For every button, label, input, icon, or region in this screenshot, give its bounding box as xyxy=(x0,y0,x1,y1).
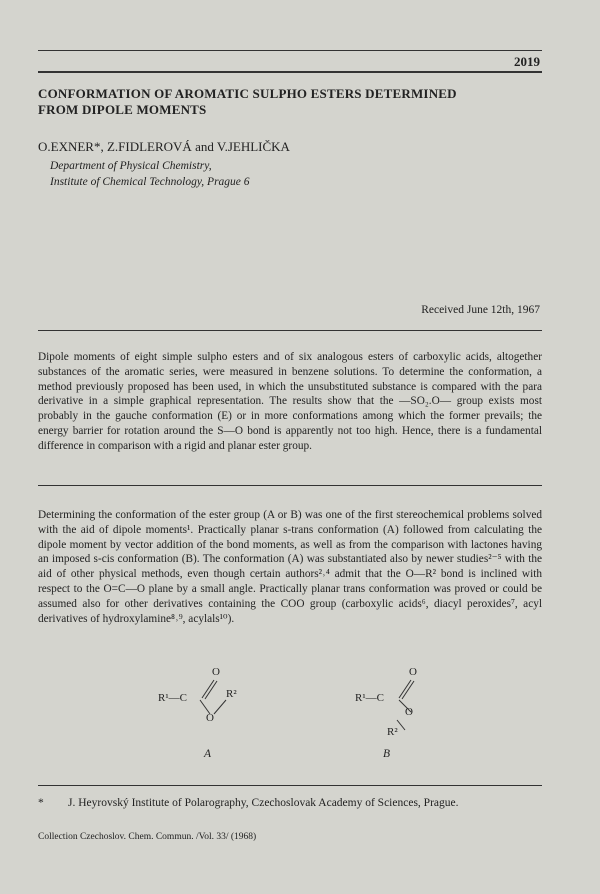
abstract: Dipole moments of eight simple sulpho esters and of six analogous esters of carboxylic acids, altogether substances of the aromatic series, were measured in benzene solutions. To determine the conformation, a method previously proposed has been used, in which the unsubstituted substance is compared with the para derivative in a simple graphical representation. The results show that the —SO₂.O— group exists most probably in the gauche conformation (E) or in more conformations among which the former prevails; the energy barrier for rotation around the S—O bond is apparently not too high. Hence, there is a fundamental difference in comparison with a rigid and planar ester group. xyxy=(38,351,542,452)
page-number: 2019 xyxy=(514,54,540,69)
structure-b-r1: R¹—C xyxy=(355,692,384,704)
footnote-rule xyxy=(38,785,542,786)
affiliation xyxy=(50,158,250,190)
header-rule-thin xyxy=(38,50,542,51)
footnote xyxy=(38,797,542,809)
affiliation-line-2: Institute of Chemical Technology, Prague 6 xyxy=(50,176,250,188)
structure-a-diagram xyxy=(150,660,290,770)
structure-a-r2: R² xyxy=(226,688,237,700)
header-rule-thick xyxy=(38,71,542,73)
structure-b-r2: R² xyxy=(387,726,398,738)
journal-citation: Collection Czechoslov. Chem. Commun. /Vol. 33/ (1968) xyxy=(38,832,257,842)
authors: O.EXNER*, Z.FIDLEROVÁ and V.JEHLIČKA xyxy=(38,139,290,154)
structure-a-r1: R¹—C xyxy=(158,692,187,704)
structure-a xyxy=(150,660,290,770)
title-line-1: CONFORMATION OF AROMATIC SULPHO ESTERS DETERMINED xyxy=(38,86,457,101)
received-date: Received June 12th, 1967 xyxy=(421,304,540,316)
article-title xyxy=(38,86,538,118)
abstract-rule-bottom xyxy=(38,485,542,486)
structure-a-o-top: O xyxy=(212,666,220,678)
structure-b-diagram xyxy=(355,660,495,770)
structure-b-o-top: O xyxy=(409,666,417,678)
structure-a-label: A xyxy=(204,748,212,760)
structure-b xyxy=(355,660,495,770)
footnote-marker: * xyxy=(38,797,44,809)
footnote-text: J. Heyrovský Institute of Polarography, Czechoslovak Academy of Sciences, Prague. xyxy=(68,797,459,809)
structure-b-label: B xyxy=(383,748,391,760)
title-line-2: FROM DIPOLE MOMENTS xyxy=(38,102,207,117)
structure-b-o-right: O xyxy=(405,706,413,718)
abstract-rule-top xyxy=(38,330,542,331)
body-paragraph: Determining the conformation of the ester group (A or B) was one of the first stereochemical problems solved with the aid of dipole moments¹. Practically planar s-trans conformation (A) followed from calculating the dipole moment by vector addition of the bond moments, as well as from the comparison with lactones having an imposed s-cis conformation (B). The conformation (A) was substantiated also by newer studies²⁻⁵ with the aid of other physical methods, even though certain authors²˒⁴ admit that the O—R² bond is inclined with respect to the O=C—O plane by a small angle. Practically planar trans conformation was proved or could be assumed also for other derivatives containing the COO group (carboxylic acids⁶, diacyl peroxides⁷, acyl derivatives of hydroxylamine⁸˒⁹, acylals¹⁰). xyxy=(38,509,542,625)
structure-a-o-bottom: O xyxy=(206,712,214,724)
affiliation-line-1: Department of Physical Chemistry, xyxy=(50,160,212,172)
